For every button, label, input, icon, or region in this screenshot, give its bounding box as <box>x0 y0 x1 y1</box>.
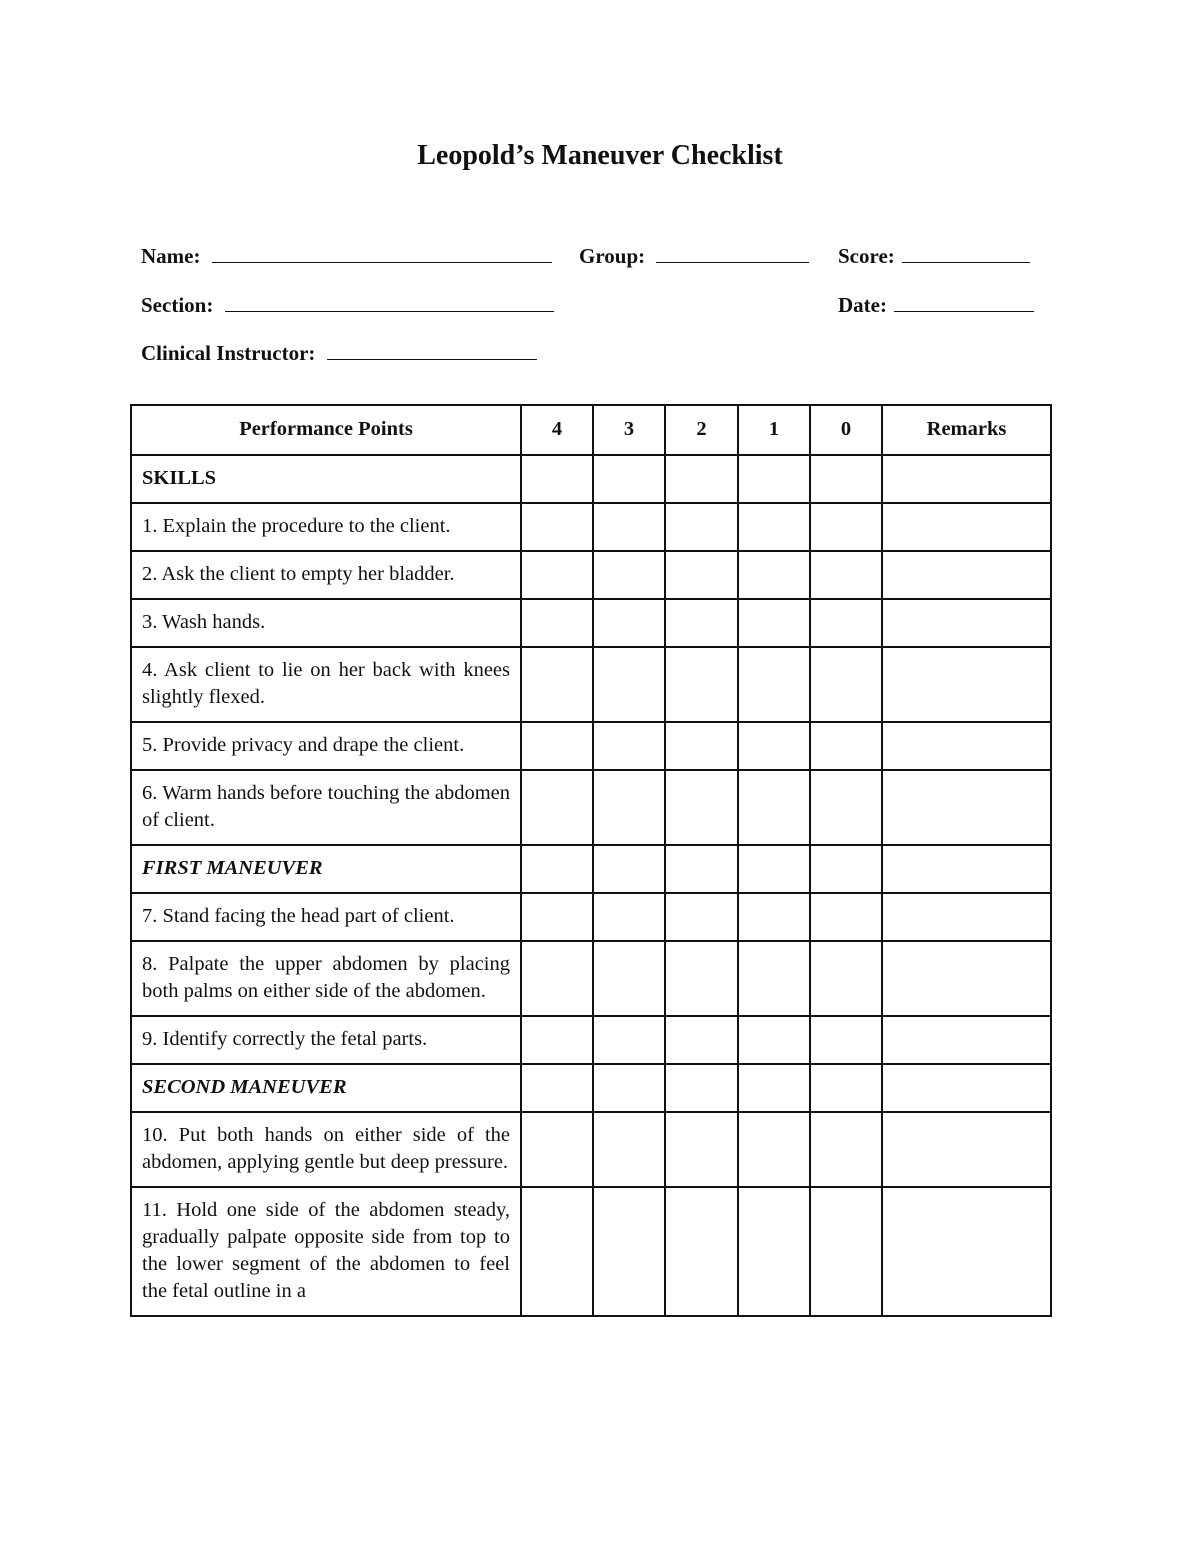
score-0-cell[interactable] <box>810 647 882 722</box>
score-2-cell[interactable] <box>665 1112 738 1187</box>
date-field <box>838 291 1034 318</box>
score-1-cell[interactable] <box>738 1112 810 1187</box>
score-blank[interactable] <box>902 242 1030 263</box>
remarks-cell[interactable] <box>882 551 1051 599</box>
score-0-cell[interactable] <box>810 722 882 770</box>
score-3-cell[interactable] <box>593 599 665 647</box>
header-score-0: 0 <box>810 405 882 455</box>
remarks-cell[interactable] <box>882 893 1051 941</box>
score-2-cell[interactable] <box>665 770 738 845</box>
score-0-cell[interactable] <box>810 770 882 845</box>
table-row <box>131 1112 1051 1187</box>
section-field <box>141 291 554 318</box>
performance-point: 4. Ask client to lie on her back with knees slightly flexed. <box>131 647 521 722</box>
section-heading: SECOND MANEUVER <box>131 1064 521 1112</box>
section-row <box>131 455 1051 503</box>
score-0-cell[interactable] <box>810 503 882 551</box>
table-row <box>131 503 1051 551</box>
table-row <box>131 941 1051 1016</box>
score-1-cell[interactable] <box>738 845 810 893</box>
score-1-cell[interactable] <box>738 1187 810 1316</box>
section-row <box>131 845 1051 893</box>
group-blank[interactable] <box>656 242 809 263</box>
score-4-cell[interactable] <box>521 1064 593 1112</box>
performance-point: 2. Ask the client to empty her bladder. <box>131 551 521 599</box>
name-field <box>141 242 552 269</box>
score-3-cell[interactable] <box>593 1187 665 1316</box>
remarks-cell[interactable] <box>882 845 1051 893</box>
table-row <box>131 1016 1051 1064</box>
score-2-cell[interactable] <box>665 893 738 941</box>
remarks-cell[interactable] <box>882 503 1051 551</box>
remarks-cell[interactable] <box>882 770 1051 845</box>
remarks-cell[interactable] <box>882 1112 1051 1187</box>
performance-point: 8. Palpate the upper abdomen by placing both palms on either side of the abdomen. <box>131 941 521 1016</box>
table-row <box>131 893 1051 941</box>
score-label: Score: <box>838 244 895 268</box>
score-3-cell[interactable] <box>593 941 665 1016</box>
score-4-cell[interactable] <box>521 1187 593 1316</box>
score-1-cell[interactable] <box>738 722 810 770</box>
remarks-cell[interactable] <box>882 647 1051 722</box>
score-2-cell[interactable] <box>665 1187 738 1316</box>
instructor-field <box>141 339 537 366</box>
score-3-cell[interactable] <box>593 845 665 893</box>
date-label: Date: <box>838 293 887 317</box>
score-field <box>838 242 1030 269</box>
score-0-cell[interactable] <box>810 1064 882 1112</box>
performance-point: 7. Stand facing the head part of client. <box>131 893 521 941</box>
score-3-cell[interactable] <box>593 551 665 599</box>
score-0-cell[interactable] <box>810 551 882 599</box>
section-heading: FIRST MANEUVER <box>131 845 521 893</box>
score-2-cell[interactable] <box>665 1064 738 1112</box>
score-4-cell[interactable] <box>521 893 593 941</box>
score-1-cell[interactable] <box>738 599 810 647</box>
remarks-cell[interactable] <box>882 599 1051 647</box>
section-blank[interactable] <box>225 291 554 312</box>
score-3-cell[interactable] <box>593 455 665 503</box>
header-row <box>131 405 1051 455</box>
performance-point: 5. Provide privacy and drape the client. <box>131 722 521 770</box>
header-score-3: 3 <box>593 405 665 455</box>
name-blank[interactable] <box>212 242 552 263</box>
score-2-cell[interactable] <box>665 722 738 770</box>
score-4-cell[interactable] <box>521 1016 593 1064</box>
date-blank[interactable] <box>894 291 1034 312</box>
score-2-cell[interactable] <box>665 941 738 1016</box>
score-4-cell[interactable] <box>521 551 593 599</box>
performance-point: 1. Explain the procedure to the client. <box>131 503 521 551</box>
score-4-cell[interactable] <box>521 941 593 1016</box>
checklist-table <box>130 404 1052 1317</box>
score-2-cell[interactable] <box>665 599 738 647</box>
header-remarks: Remarks <box>882 405 1051 455</box>
score-4-cell[interactable] <box>521 647 593 722</box>
score-1-cell[interactable] <box>738 893 810 941</box>
header-score-2: 2 <box>665 405 738 455</box>
remarks-cell[interactable] <box>882 722 1051 770</box>
score-3-cell[interactable] <box>593 722 665 770</box>
score-4-cell[interactable] <box>521 503 593 551</box>
score-3-cell[interactable] <box>593 770 665 845</box>
header-score-4: 4 <box>521 405 593 455</box>
score-3-cell[interactable] <box>593 647 665 722</box>
table-row <box>131 551 1051 599</box>
score-3-cell[interactable] <box>593 1112 665 1187</box>
score-3-cell[interactable] <box>593 503 665 551</box>
table-row <box>131 722 1051 770</box>
score-2-cell[interactable] <box>665 455 738 503</box>
score-1-cell[interactable] <box>738 770 810 845</box>
score-0-cell[interactable] <box>810 1016 882 1064</box>
header-score-1: 1 <box>738 405 810 455</box>
performance-point: 10. Put both hands on either side of the abdomen, applying gentle but deep pressure. <box>131 1112 521 1187</box>
score-2-cell[interactable] <box>665 551 738 599</box>
score-4-cell[interactable] <box>521 722 593 770</box>
page-title: Leopold’s Maneuver Checklist <box>417 140 783 171</box>
table-row <box>131 770 1051 845</box>
section-heading: SKILLS <box>131 455 521 503</box>
section-label: Section: <box>141 293 214 317</box>
performance-point: 9. Identify correctly the fetal parts. <box>131 1016 521 1064</box>
score-0-cell[interactable] <box>810 941 882 1016</box>
score-1-cell[interactable] <box>738 551 810 599</box>
remarks-cell[interactable] <box>882 1016 1051 1064</box>
score-1-cell[interactable] <box>738 1064 810 1112</box>
score-3-cell[interactable] <box>593 1016 665 1064</box>
score-2-cell[interactable] <box>665 845 738 893</box>
score-0-cell[interactable] <box>810 845 882 893</box>
remarks-cell[interactable] <box>882 941 1051 1016</box>
group-field <box>579 242 809 269</box>
remarks-cell[interactable] <box>882 455 1051 503</box>
score-1-cell[interactable] <box>738 1016 810 1064</box>
table-row <box>131 599 1051 647</box>
score-4-cell[interactable] <box>521 455 593 503</box>
score-4-cell[interactable] <box>521 1112 593 1187</box>
header-performance-points: Performance Points <box>131 405 521 455</box>
performance-point: 3. Wash hands. <box>131 599 521 647</box>
score-0-cell[interactable] <box>810 455 882 503</box>
score-0-cell[interactable] <box>810 599 882 647</box>
score-3-cell[interactable] <box>593 1064 665 1112</box>
score-1-cell[interactable] <box>738 941 810 1016</box>
name-label: Name: <box>141 244 201 268</box>
group-label: Group: <box>579 244 646 268</box>
score-0-cell[interactable] <box>810 1112 882 1187</box>
instructor-blank[interactable] <box>327 339 537 360</box>
section-row <box>131 1064 1051 1112</box>
score-0-cell[interactable] <box>810 893 882 941</box>
remarks-cell[interactable] <box>882 1187 1051 1316</box>
score-0-cell[interactable] <box>810 1187 882 1316</box>
score-3-cell[interactable] <box>593 893 665 941</box>
score-4-cell[interactable] <box>521 770 593 845</box>
table-row <box>131 647 1051 722</box>
instructor-label: Clinical Instructor: <box>141 341 316 365</box>
score-1-cell[interactable] <box>738 455 810 503</box>
score-1-cell[interactable] <box>738 503 810 551</box>
table-row <box>131 1187 1051 1316</box>
remarks-cell[interactable] <box>882 1064 1051 1112</box>
score-4-cell[interactable] <box>521 845 593 893</box>
performance-point: 11. Hold one side of the abdomen steady, gradually palpate opposite side from top to the lower segment of the abdomen to feel the fetal outline in a <box>131 1187 521 1316</box>
score-1-cell[interactable] <box>738 647 810 722</box>
performance-point: 6. Warm hands before touching the abdomen of client. <box>131 770 521 845</box>
score-2-cell[interactable] <box>665 647 738 722</box>
score-2-cell[interactable] <box>665 1016 738 1064</box>
score-4-cell[interactable] <box>521 599 593 647</box>
score-2-cell[interactable] <box>665 503 738 551</box>
